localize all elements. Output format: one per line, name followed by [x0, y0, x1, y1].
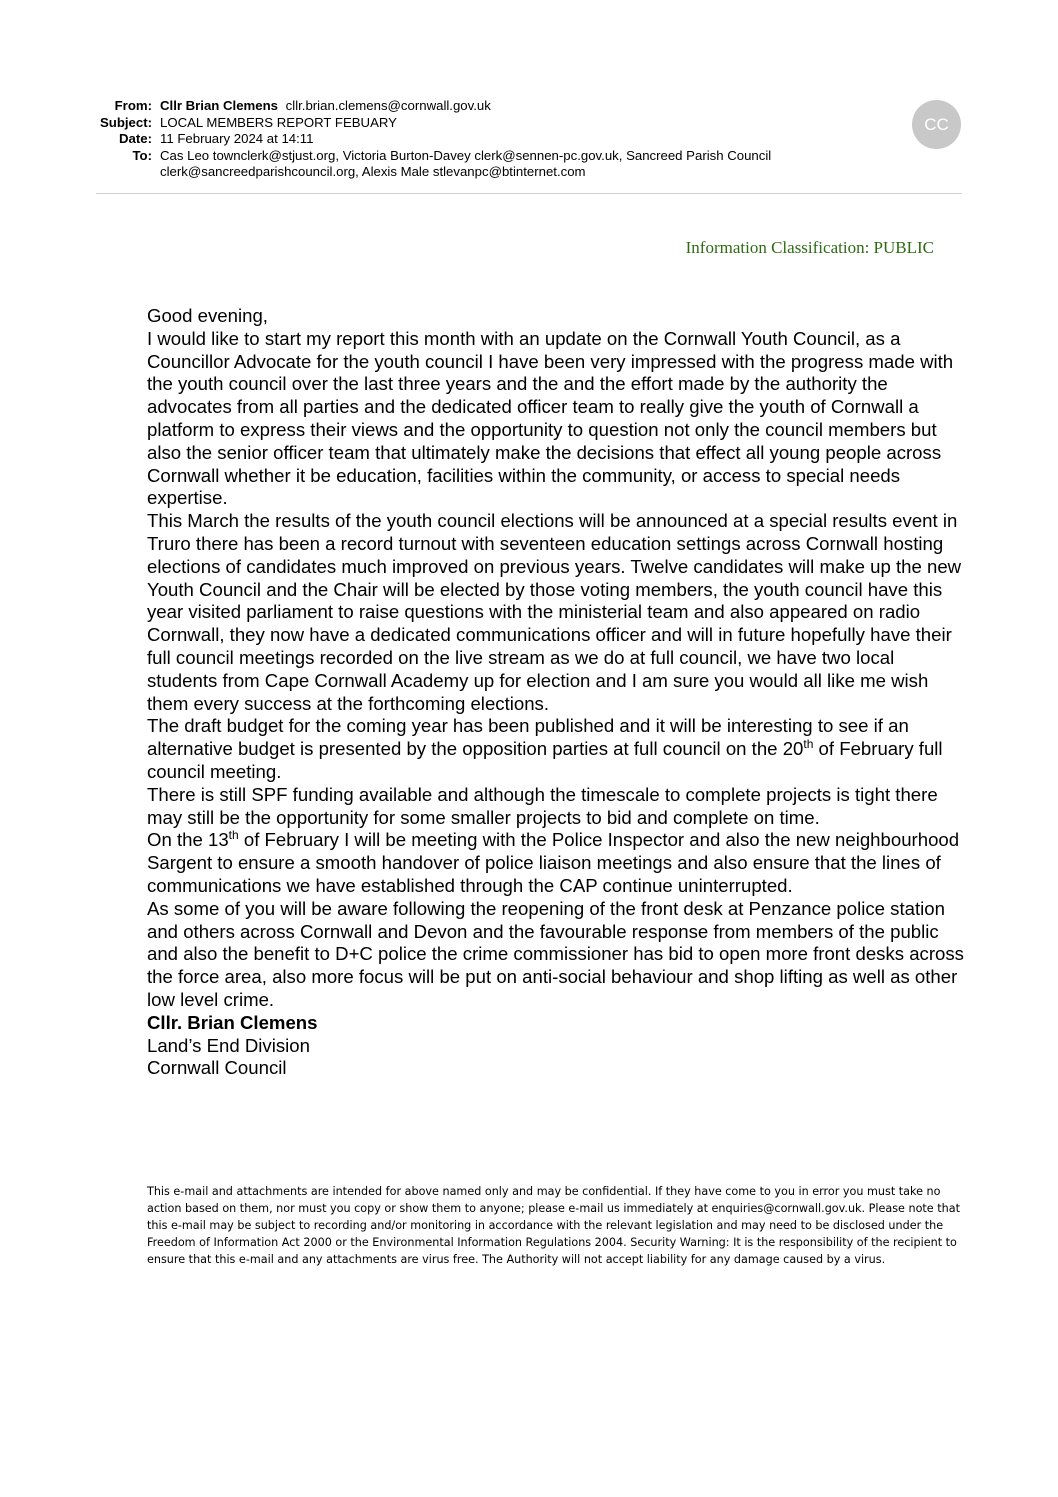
- ordinal-suffix: th: [228, 828, 239, 843]
- paragraph-front-desks: As some of you will be aware following the reopening of the front desk at Penzance police station and others across Cornwall and Devon and the favourable response from members of the public and also the benefit to D+C police the crime commissioner has bid to open more front desks across the force area, also more focus will be put on anti-social behaviour and shop lifting as well as other low level crime.: [147, 897, 964, 1010]
- to-value: [160, 148, 960, 181]
- sender-email[interactable]: cllr.brian.clemens@cornwall.gov.uk: [285, 98, 491, 113]
- email-disclaimer: This e-mail and attachments are intended for above named only and may be confidential. If they have come to you in error you must take no action based on them, nor must you copy or show them to anyone; please e-mail us immediately at enquiries@cornwall.gov.uk. Please note that this e-mail may be subject to recording and/or monitoring in accordance with the relevant legislation and may need to be disclosed under the Freedom of Information Act 2000 or the Environmental Information Regulations 2004. Security Warning: It is the responsibility of the recipient to ensure that this e-mail and any attachments are virus free. The Authority will not accept liability for any damage caused by a virus.: [147, 1185, 960, 1266]
- paragraph-police-text-b: of February I will be meeting with the Police Inspector and also the new neighbourhood Sargent to ensure a smooth handover of police liaison meetings and also ensure that the lines of communications we have established through the CAP continue uninterrupted.: [147, 829, 960, 896]
- subject-row: [90, 115, 960, 132]
- from-value: [160, 98, 960, 115]
- paragraph-police-meeting: [147, 829, 967, 897]
- from-row: [90, 98, 960, 115]
- paragraph-police-text-a: On the 13: [147, 829, 229, 851]
- greeting: Good evening,: [147, 305, 268, 326]
- date-value: 11 February 2024 at 14:11: [160, 131, 314, 146]
- recipients-line-2[interactable]: clerk@sancreedparishcouncil.org, Alexis Male stlevanpc@btinternet.com: [160, 164, 586, 179]
- signature-division: Land’s End Division: [147, 1034, 310, 1056]
- subject-label: Subject:: [99, 114, 152, 130]
- paragraph-elections: This March the results of the youth council elections will be announced at a special results event in Truro there has been a record turnout with seventeen education settings across Cornwall hosting elections of candidates much improved on previous years. Twelve candidates will make up the new Youth Council and the Chair will be elected by those voting members, the youth council have this year visited parliament to raise questions with the ministerial team and also appeared on radio Cornwall, they now have a dedicated communications officer and will in future hopefully have their full council meetings recorded on the live stream as we do at full council, we have two local students from Cape Cornwall Academy up for election and I am sure you would all like me wish them every success at the forthcoming elections.: [147, 510, 962, 714]
- date-label: Date:: [119, 131, 152, 146]
- to-row: [90, 148, 960, 181]
- date-row: [90, 131, 960, 148]
- paragraph-youth-council: I would like to start my report this month with an update on the Cornwall Youth Council, as a Councillor Advocate for the youth council I have been very impressed with the progress made with the youth council over the last three years and the and the effort made by the authority the advocates from all parties and the dedicated officer team to really give the youth of Cornwall a platform to express their views and the opportunity to question not only the council members but also the senior officer team that ultimately make the decisions that effect all young people across Cornwall whether it be education, facilities within the community, or access to special needs expertise.: [147, 327, 954, 509]
- recipients-line-1[interactable]: Cas Leo townclerk@stjust.org, Victoria Burton-Davey clerk@sennen-pc.gov.uk, Sancreed Parish Council: [160, 147, 772, 163]
- from-label: From:: [114, 98, 152, 113]
- paragraph-budget: [147, 715, 967, 783]
- email-header: [90, 98, 960, 181]
- signature-council: Cornwall Council: [147, 1057, 287, 1079]
- ordinal-suffix: th: [803, 737, 814, 752]
- paragraph-budget-text-b: of February full council meeting.: [147, 738, 943, 782]
- header-divider: [96, 193, 962, 194]
- signature-name: Cllr. Brian Clemens: [147, 1011, 318, 1033]
- information-classification: Information Classification: PUBLIC: [685, 238, 934, 257]
- paragraph-spf-funding: There is still SPF funding available and although the timescale to complete projects is tight there may still be the opportunity for some smaller projects to bid and complete on time.: [147, 783, 938, 828]
- sender-name: Cllr Brian Clemens: [160, 98, 278, 113]
- subject-value: LOCAL MEMBERS REPORT FEBUARY: [160, 114, 397, 130]
- to-label: To:: [132, 147, 152, 163]
- paragraph-budget-text-a: The draft budget for the coming year has been published and it will be interesting to see if an alternative budget is presented by the opposition parties at full council on the 20: [147, 715, 909, 760]
- sender-avatar: CC: [912, 100, 961, 149]
- message-body: [147, 305, 967, 1080]
